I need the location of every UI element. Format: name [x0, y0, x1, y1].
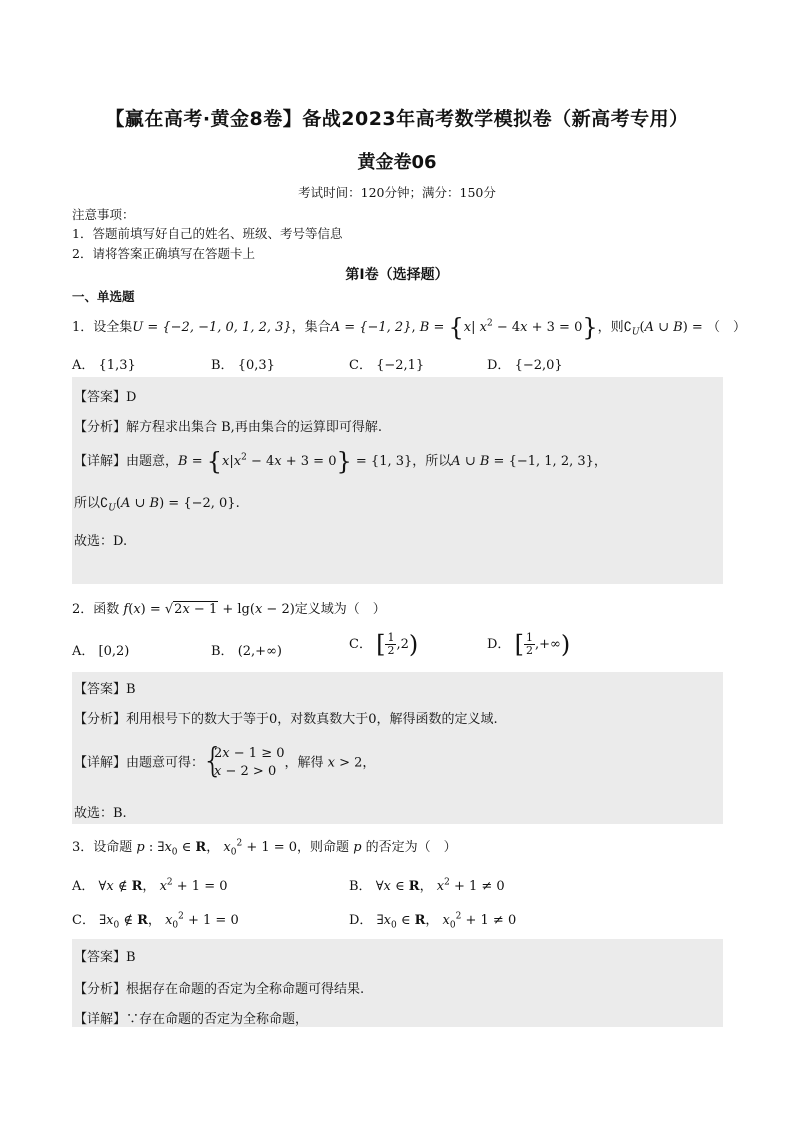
conclusion-2: 故选：B. — [74, 806, 127, 821]
analysis-2: 【分析】利用根号下的数大于等于0，对数真数大于0，解得函数的定义域. — [74, 712, 498, 727]
exam-info: 考试时间：120分钟；满分：150分 — [298, 185, 496, 200]
page-title: 【赢在高考·黄金8卷】备战2023年高考数学模拟卷（新高考专用） — [105, 108, 689, 130]
option-d: D． {−2,0} — [487, 358, 563, 373]
option-b: B． (2,+∞) — [211, 644, 282, 659]
option-c: C． $\exists x_0$ ∉ R， $x_0^2 + 1 = 0$ — [72, 911, 239, 931]
question-2: 2．函数 f(x) = √2x − 1 + lg(x − 2)定义域为（ ） — [72, 602, 386, 617]
conclusion-1: 故选：D. — [74, 534, 128, 549]
option-c: C． {−2,1} — [349, 358, 425, 373]
option-b: B． ∀x ∈ R， $x^2 + 1 \ne 0$ — [349, 877, 505, 894]
option-d: D． $\exists x_0$ ∈ R， $x_0^2 + 1 \ne 0$ — [349, 911, 517, 931]
option-c: C． [ $\frac{1}{2}$ ,2) — [349, 630, 419, 659]
analysis-1: 【分析】解方程求出集合 B,再由集合的运算即可得解. — [74, 420, 382, 435]
detail-2: 【详解】由题意可得： { 2x − 1 ≥ 0 x − 2 > 0 ，解得 x > 2， — [74, 745, 375, 781]
detail-3: 【详解】∵存在命题的否定为全称命题， — [74, 1012, 309, 1027]
section-title: 第I卷（选择题） — [345, 267, 449, 283]
option-b: B． {0,3} — [211, 358, 275, 373]
option-a: A． {1,3} — [72, 358, 136, 373]
formula-set-u: U = {−2, −1, 0, 1, 2, 3} — [132, 320, 292, 335]
formula-set-a: A = {−1, 2} — [330, 320, 412, 335]
notes-heading: 注意事项： — [72, 207, 135, 222]
option-d: D． [ $\frac{1}{2}$ ,+∞) — [487, 630, 571, 659]
answer-box-1 — [72, 377, 723, 584]
option-a: A． ∀x ∉ R， $x^2 + 1 = 0$ — [72, 877, 228, 894]
detail-1-line2: 所以$∁_U(A$ ∪ B) = {−2, 0}. — [74, 496, 240, 514]
option-a: A． [0,2) — [72, 644, 130, 659]
answer-3: 【答案】B — [74, 950, 136, 965]
answer-1: 【答案】D — [74, 390, 137, 405]
question-1: 1．设全集U = {−2, −1, 0, 1, 2, 3}，集合A = {−1, 2}, B = {x| $x^2 - 4x + 3 = 0$}，则$∁_U(A$ ∪ B) = （ ） — [72, 313, 746, 342]
note-item: 1．答题前填写好自己的姓名、班级、考号等信息 — [72, 226, 343, 241]
question-3: 3．设命题 p : $\exists x_0$ ∈ R， $x_0^2 + 1 = 0$，则命题 p 的否定为（ ） — [72, 838, 457, 858]
paper-subtitle: 黄金卷06 — [357, 152, 437, 173]
note-item: 2．请将答案正确填写在答题卡上 — [72, 246, 255, 261]
analysis-3: 【分析】根据存在命题的否定为全称命题可得结果. — [74, 982, 365, 997]
detail-1: 【详解】由题意，$B = \{x|x^2 - 4x + 3 = 0\} = \{1$, 3}，所以A ∪ B = {−1, 1, 2, 3}， — [74, 447, 607, 476]
answer-2: 【答案】B — [74, 682, 136, 697]
part-heading: 一、单选题 — [72, 289, 135, 304]
